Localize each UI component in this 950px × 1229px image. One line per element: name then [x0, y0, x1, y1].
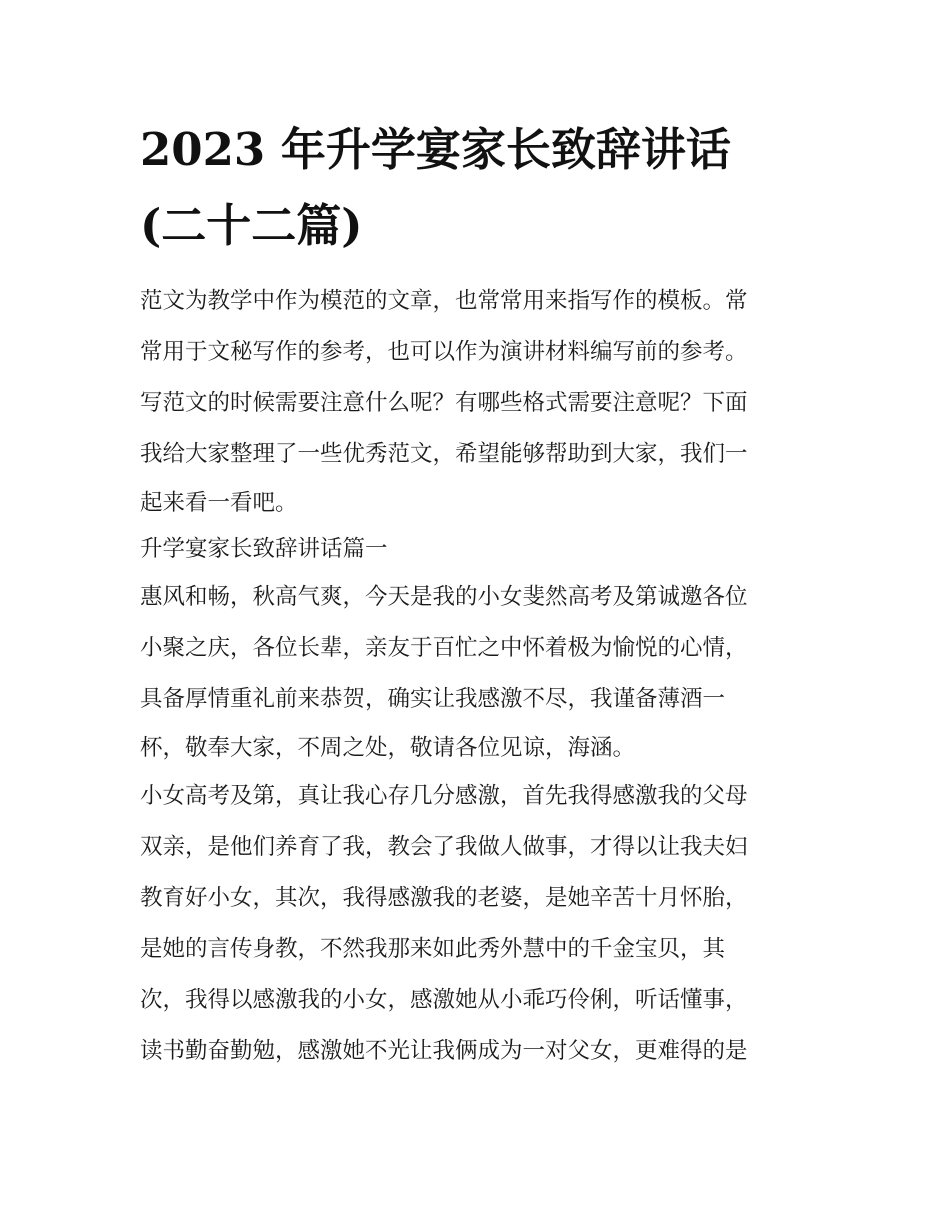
paragraph-2-line-1: 小女高考及第，真让我心存几分感激，首先我得感激我的父母: [140, 783, 748, 809]
document-title: [140, 112, 830, 264]
intro-line-5: 起来看一看吧。: [140, 490, 298, 516]
intro-line-4: 我给大家整理了一些优秀范文，希望能够帮助到大家，我们一: [140, 441, 748, 467]
paragraph-2-line-2: 双亲，是他们养育了我，教会了我做人做事，才得以让我夫妇: [140, 834, 748, 860]
paragraph-1-line-4: 杯，敬奉大家，不周之处，敬请各位见谅，海涵。: [140, 735, 636, 761]
paragraph-2-line-6: 读书勤奋勤勉，感激她不光让我俩成为一对父女，更难得的是: [140, 1038, 748, 1064]
title-line-2: (二十二篇): [140, 199, 363, 252]
paragraph-2: [140, 771, 830, 1077]
intro-line-1: 范文为教学中作为模范的文章，也常常用来指写作的模板。常: [140, 288, 748, 314]
intro-line-3: 写范文的时候需要注意什么呢？有哪些格式需要注意呢？下面: [140, 390, 748, 416]
paragraph-2-line-3: 教育好小女，其次，我得感激我的老婆，是她辛苦十月怀胎，: [140, 885, 748, 911]
paragraph-1: [140, 572, 830, 771]
paragraph-1-line-1: 惠风和畅，秋高气爽，今天是我的小女斐然高考及第诚邀各位: [140, 584, 748, 610]
paragraph-2-line-4: 是她的言传身教，不然我那来如此秀外慧中的千金宝贝，其: [140, 936, 726, 962]
intro-line-2: 常用于文秘写作的参考，也可以作为演讲材料编写前的参考。: [140, 339, 748, 365]
section-heading: 升学宴家长致辞讲话篇一: [140, 536, 388, 562]
paragraph-1-line-2: 小聚之庆，各位长辈，亲友于百忙之中怀着极为愉悦的心情，: [140, 635, 748, 661]
document-body: [140, 276, 830, 1077]
paragraph-2-line-5: 次，我得以感激我的小女，感激她从小乖巧伶俐，听话懂事，: [140, 987, 748, 1013]
title-line-1: 2023 年升学宴家长致辞讲话: [140, 123, 731, 176]
paragraph-1-line-3: 具备厚情重礼前来恭贺，确实让我感激不尽，我谨备薄酒一: [140, 686, 726, 712]
intro-paragraph: [140, 276, 830, 526]
